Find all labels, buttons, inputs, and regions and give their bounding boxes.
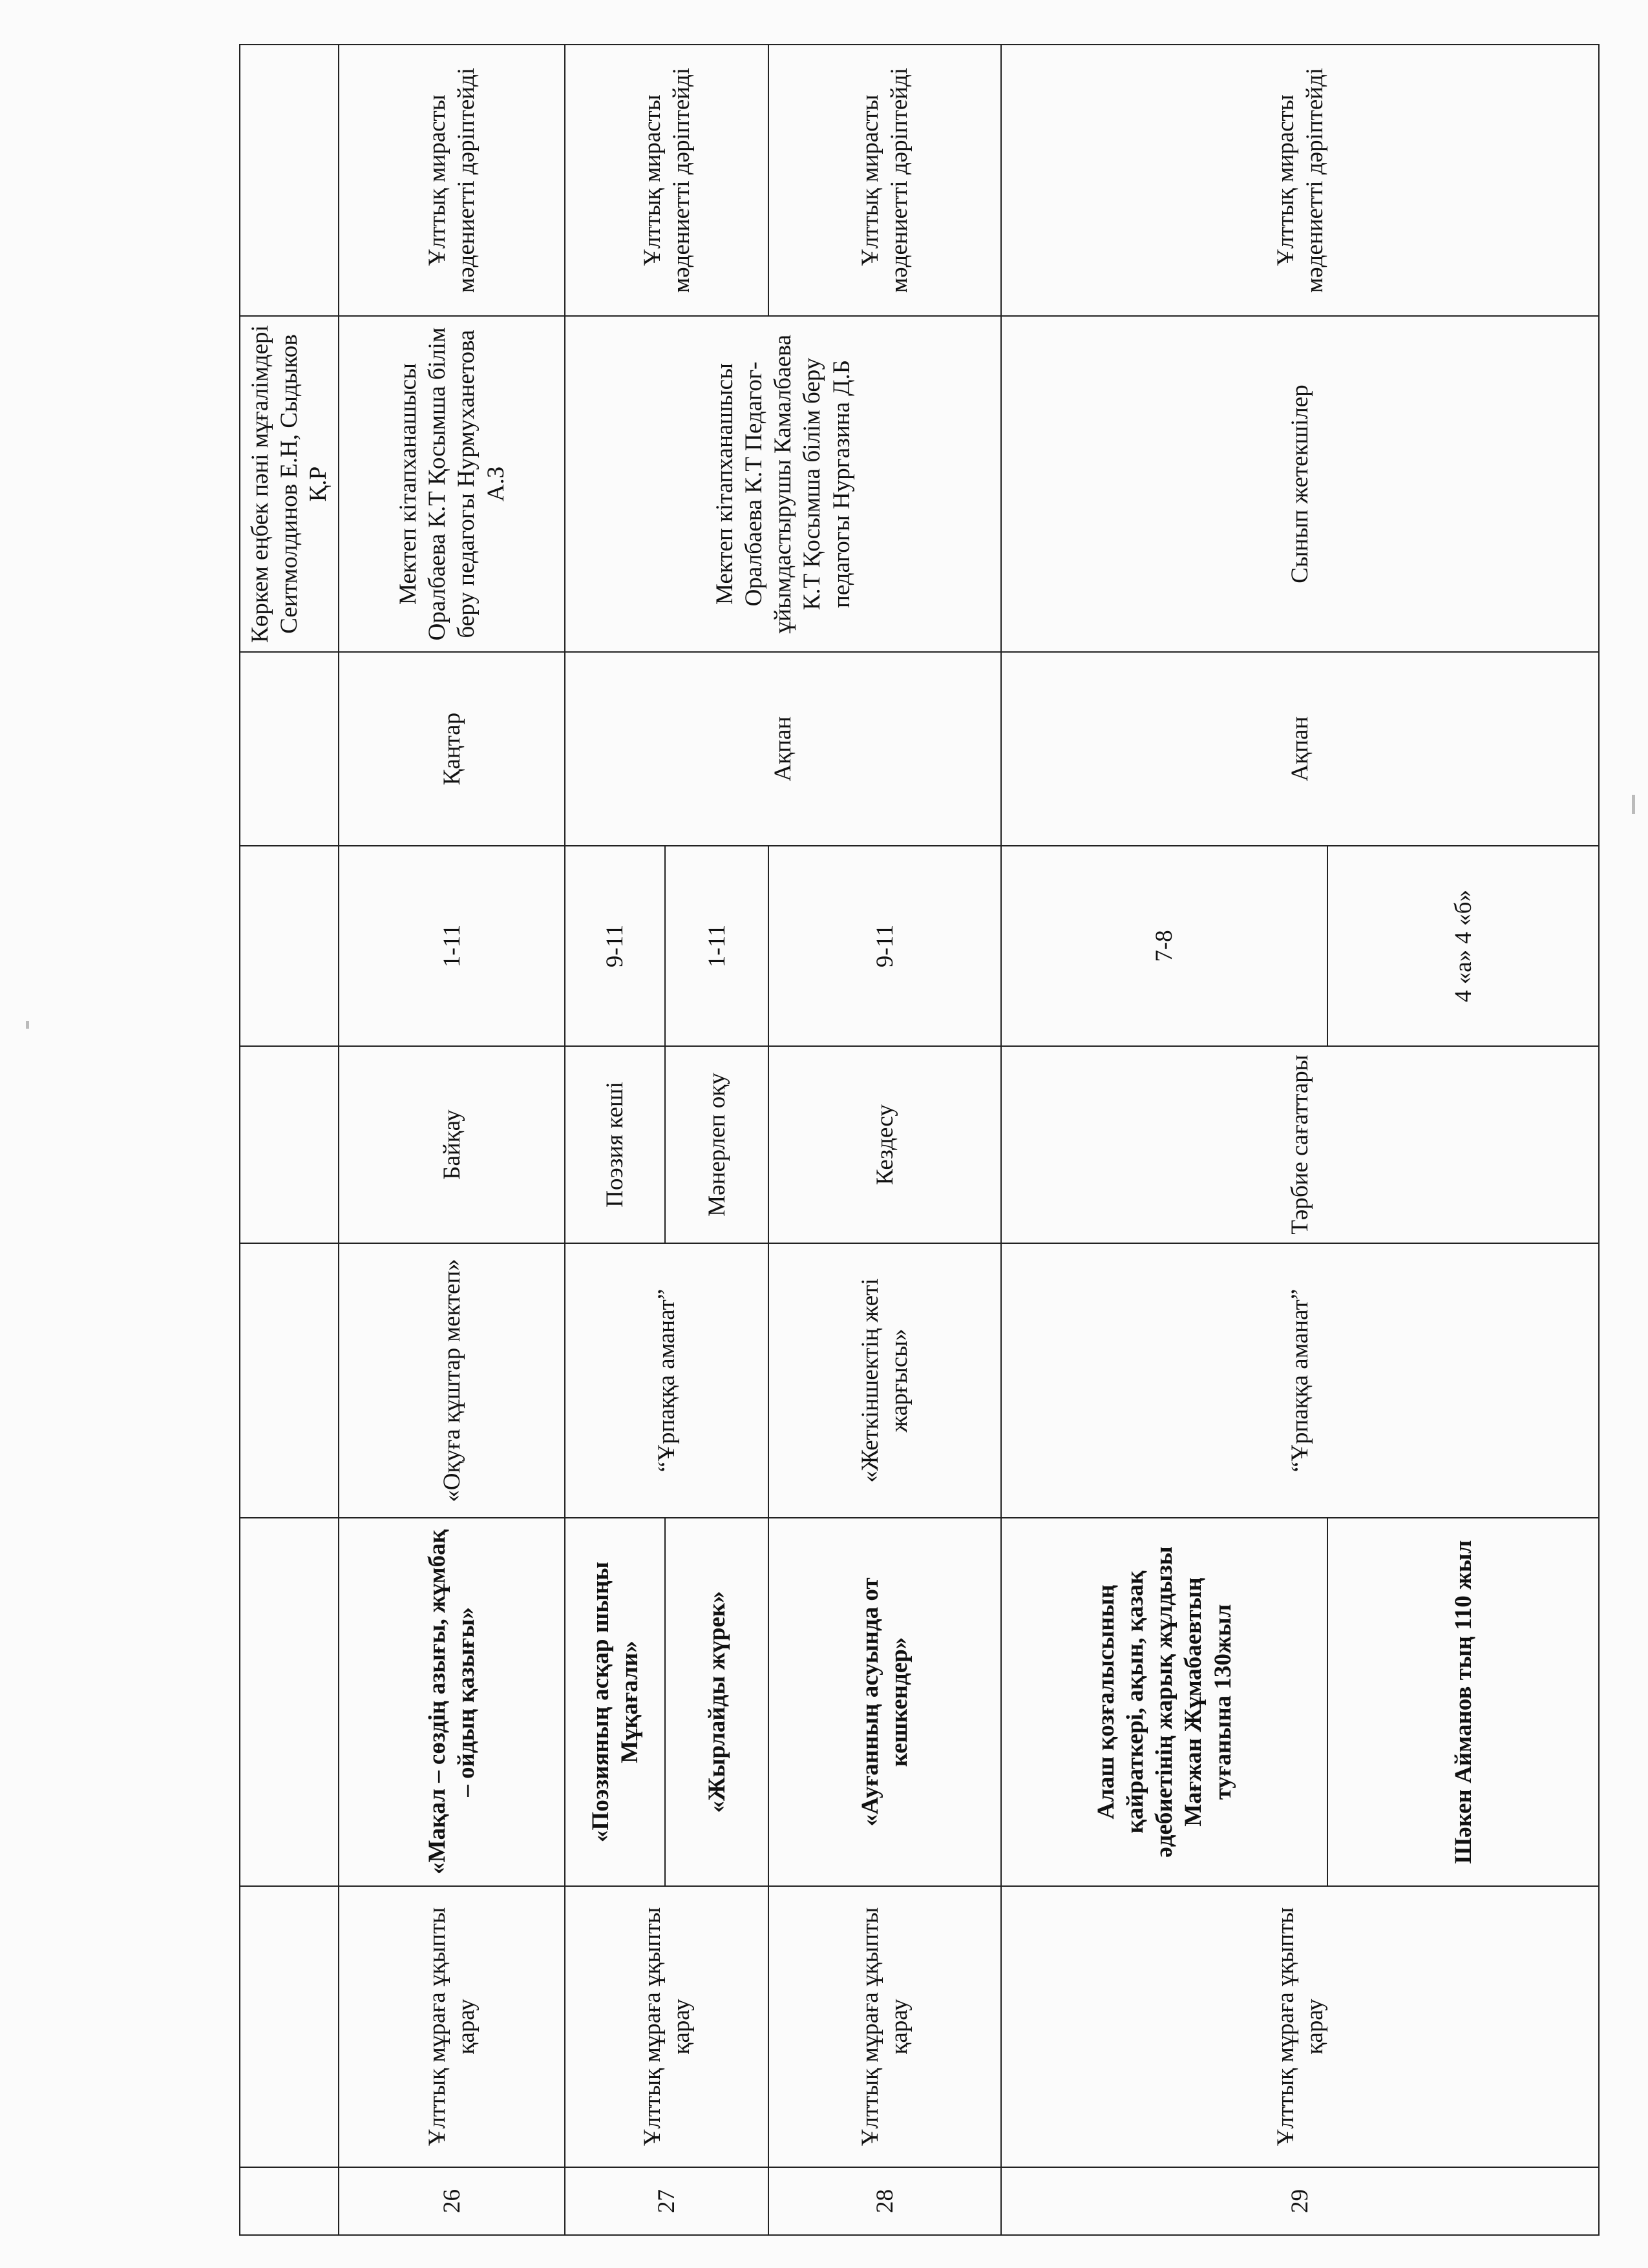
cell-responsible: Сынып жетекшілер xyxy=(1001,316,1599,652)
scan-mark xyxy=(26,1021,29,1029)
cell-form: Кездесу xyxy=(768,1046,1001,1243)
cell-value: Ұлттық мирасты мәдениетті дәріптейді xyxy=(768,45,1001,316)
cell-topic: Алаш қозғалысының қайраткері, ақын, қазақ әдебиетінің жарық жұлдызы Мағжан Жұмабаевтың туғанына 130жыл xyxy=(1001,1518,1327,1886)
cell-time: Ақпан xyxy=(1001,652,1599,846)
rotated-plan-table xyxy=(239,45,1545,2236)
cell-project: “Ұрпаққа аманат” xyxy=(565,1243,768,1518)
cell-empty xyxy=(240,45,339,316)
table-row-27 xyxy=(565,45,665,2235)
cell-project: “Ұрпаққа аманат” xyxy=(1001,1243,1599,1518)
cell-value: Ұлттық мирасты мәдениетті дәріптейді xyxy=(339,45,565,316)
cell-grade: 9-11 xyxy=(565,846,665,1046)
cell-topic: «Поэзияның асқар шыңы Мұқағали» xyxy=(565,1518,665,1886)
event-plan-table xyxy=(239,44,1600,2236)
cell-value: Ұлттық мирасты мәдениетті дәріптейді xyxy=(1001,45,1599,316)
cell-project: «Жеткіншектің жеті жарғысы» xyxy=(768,1243,1001,1518)
table-row-continuation xyxy=(240,45,339,2235)
table-row-29 xyxy=(1001,45,1327,2235)
cell-focus: Ұлттық мұраға ұқыпты қарау xyxy=(565,1886,768,2167)
scan-mark xyxy=(1632,795,1635,814)
cell-empty xyxy=(240,1886,339,2167)
cell-number: 26 xyxy=(339,2167,565,2235)
cell-empty xyxy=(240,1046,339,1243)
cell-time: Ақпан xyxy=(565,652,1001,846)
cell-empty xyxy=(240,1518,339,1886)
cell-grade: 7-8 xyxy=(1001,846,1327,1046)
cell-responsible: Көркем еңбек пәні мұғалімдері Сеитмолдинов Е.Н, Сыдыков Қ.Р xyxy=(240,316,339,652)
cell-form: Тәрбие сағаттары xyxy=(1001,1046,1599,1243)
cell-topic: «Ауғанның асуында от кешкендер» xyxy=(768,1518,1001,1886)
cell-topic: Шәкен Айманов тың 110 жыл xyxy=(1327,1518,1599,1886)
cell-topic: «Жырлайды жүрек» xyxy=(665,1518,768,1886)
cell-focus: Ұлттық мұраға ұқыпты қарау xyxy=(339,1886,565,2167)
cell-number: 28 xyxy=(768,2167,1001,2235)
cell-form: Поэзия кеші xyxy=(565,1046,665,1243)
cell-topic: «Мақал – сөздің азығы, жұмбақ – ойдың қазығы» xyxy=(339,1518,565,1886)
cell-form: Мәнерлеп оқу xyxy=(665,1046,768,1243)
cell-responsible: Мектеп кітапханашысы Оралбаева К.Т Педагог-ұйымдастырушы Камалбаева К.Т Қосымша білім беру педагогы Нургазина Д.Б xyxy=(565,316,1001,652)
cell-grade: 9-11 xyxy=(768,846,1001,1046)
cell-responsible: Мектеп кітапханашысы Оралбаева К.Т Қосымша білім беру педагогы Нурмуханетова А.З xyxy=(339,316,565,652)
cell-grade: 1-11 xyxy=(665,846,768,1046)
cell-focus: Ұлттық мұраға ұқыпты қарау xyxy=(1001,1886,1599,2167)
cell-empty xyxy=(240,1243,339,1518)
cell-empty xyxy=(240,846,339,1046)
cell-project: «Оқуға құштар мектеп» xyxy=(339,1243,565,1518)
cell-value: Ұлттық мирасты мәдениетті дәріптейді xyxy=(565,45,768,316)
cell-number: 29 xyxy=(1001,2167,1599,2235)
cell-grade: 1-11 xyxy=(339,846,565,1046)
cell-empty xyxy=(240,652,339,846)
cell-form: Байқау xyxy=(339,1046,565,1243)
cell-empty xyxy=(240,2167,339,2235)
cell-focus: Ұлттық мұраға ұқыпты қарау xyxy=(768,1886,1001,2167)
cell-number: 27 xyxy=(565,2167,768,2235)
cell-grade: 4 «а» 4 «б» xyxy=(1327,846,1599,1046)
table-row-26 xyxy=(339,45,565,2235)
cell-time: Қаңтар xyxy=(339,652,565,846)
